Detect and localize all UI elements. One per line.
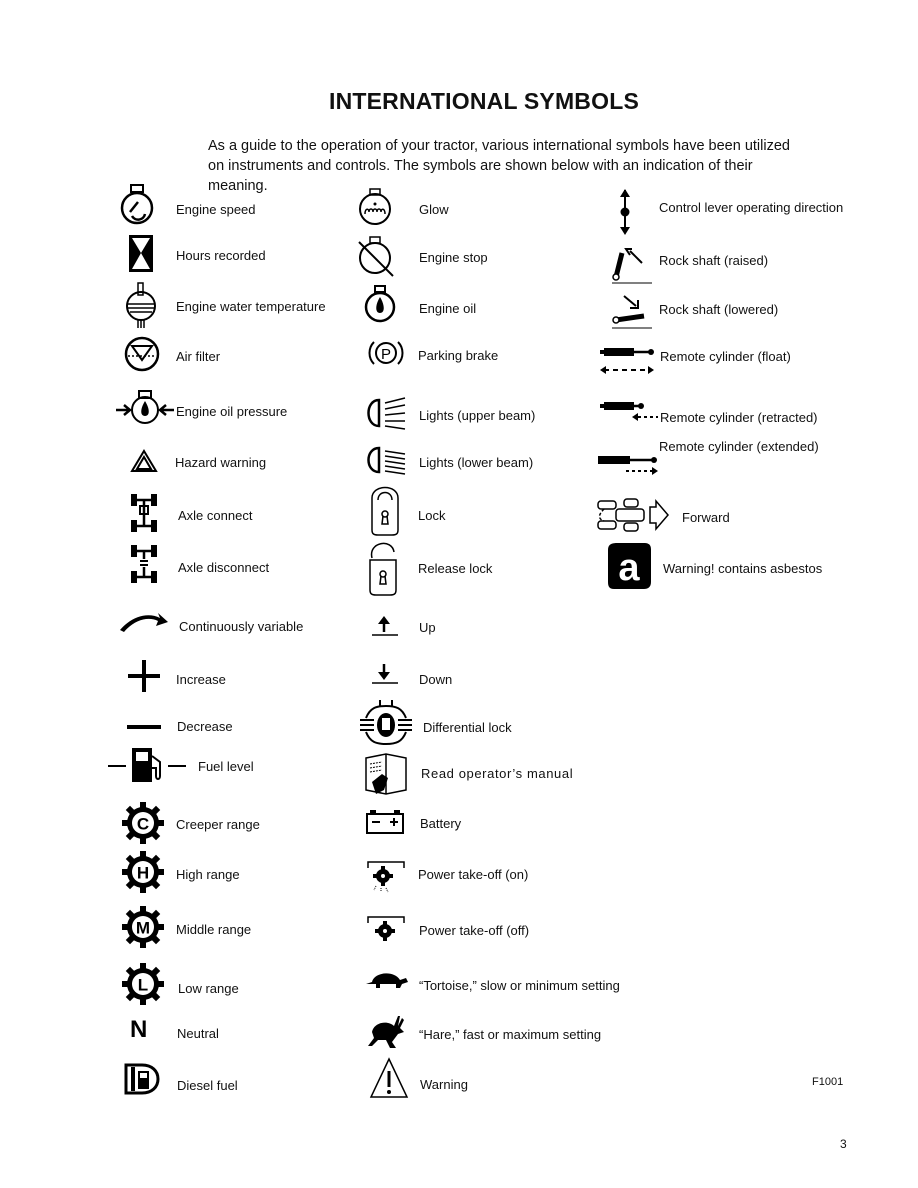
symbol-label: Neutral xyxy=(177,1026,219,1041)
symbol-label: Remote cylinder (extended) xyxy=(659,439,819,454)
up-arrow-icon xyxy=(370,614,400,643)
symbol-label: Power take-off (on) xyxy=(418,867,529,882)
differential-lock-icon xyxy=(360,700,412,755)
oil-pressure-icon xyxy=(114,388,176,433)
symbol-label: Battery xyxy=(420,816,462,831)
symbol-label: Release lock xyxy=(418,561,493,576)
symbol-label: Remote cylinder (retracted) xyxy=(660,410,818,425)
symbol-label: Lights (upper beam) xyxy=(419,408,536,423)
high-range-icon xyxy=(121,850,165,899)
release-lock-icon xyxy=(366,538,400,601)
page-title: INTERNATIONAL SYMBOLS xyxy=(328,88,640,114)
symbol-label: Diesel fuel xyxy=(177,1078,238,1093)
hourglass-icon xyxy=(128,234,156,279)
asbestos-warning-icon xyxy=(606,542,652,595)
symbol-label: Warning xyxy=(420,1077,468,1092)
forward-icon xyxy=(596,497,670,540)
air-filter-icon xyxy=(124,336,162,379)
neutral-icon xyxy=(130,1016,154,1045)
continuously-variable-icon xyxy=(118,610,170,639)
pto-off-icon xyxy=(366,913,406,948)
rock-shaft-raised-icon xyxy=(608,245,652,290)
plus-icon xyxy=(126,658,162,699)
remote-cylinder-extended-icon xyxy=(596,448,660,481)
symbol-label: Creeper range xyxy=(176,817,260,832)
symbol-label: Decrease xyxy=(177,719,233,734)
symbol-label: Glow xyxy=(419,202,449,217)
symbol-label: Down xyxy=(419,672,453,687)
symbol-label: “Tortoise,” slow or minimum setting xyxy=(419,978,620,993)
symbol-label: Power take-off (off) xyxy=(419,923,530,938)
remote-cylinder-float-icon xyxy=(598,344,656,383)
battery-icon xyxy=(366,809,406,840)
warning-icon xyxy=(369,1057,409,1106)
svg-text:C: C xyxy=(136,814,150,834)
symbol-label: Axle connect xyxy=(178,508,253,523)
symbol-label: Rock shaft (lowered) xyxy=(659,302,779,317)
symbol-label: Engine speed xyxy=(176,202,256,217)
minus-icon xyxy=(125,720,163,738)
remote-cylinder-retracted-icon xyxy=(598,398,660,429)
control-lever-icon xyxy=(614,187,636,242)
symbol-label: Rock shaft (raised) xyxy=(659,253,769,268)
manual-icon xyxy=(364,752,410,801)
parking-brake-icon xyxy=(368,340,404,371)
down-arrow-icon xyxy=(370,662,400,691)
symbol-label: Fuel level xyxy=(198,759,254,774)
svg-text:N: N xyxy=(130,1016,148,1043)
symbol-label: Low range xyxy=(178,981,239,996)
symbol-label: Lights (lower beam) xyxy=(419,455,534,470)
hazard-warning-icon xyxy=(131,450,157,477)
water-temperature-icon xyxy=(125,282,159,335)
symbol-label: Read operator’s manual xyxy=(421,766,574,781)
symbol-label: Remote cylinder (float) xyxy=(660,349,791,364)
symbol-label: Air filter xyxy=(176,349,221,364)
symbol-label: Control lever operating direction xyxy=(659,200,844,215)
figure-code: F1001 xyxy=(812,1076,844,1088)
engine-stop-icon xyxy=(355,236,397,283)
intro-paragraph: As a guide to the operation of your tractor, various international symbols have been utilized on instruments and controls. The symbols are shown below with an indication of their meaning. xyxy=(208,138,790,194)
glow-plug-icon xyxy=(356,188,396,233)
svg-text:L: L xyxy=(137,975,149,995)
symbol-label: “Hare,” fast or maximum setting xyxy=(419,1027,602,1042)
symbol-label: Continuously variable xyxy=(179,619,304,634)
symbol-label: Parking brake xyxy=(418,348,499,363)
svg-text:a: a xyxy=(618,547,640,589)
symbol-label: Engine oil xyxy=(419,301,477,316)
symbol-label: Differential lock xyxy=(423,720,512,735)
symbol-label: Middle range xyxy=(176,922,252,937)
symbol-label: Up xyxy=(419,620,436,635)
axle-disconnect-icon xyxy=(130,543,160,590)
svg-text:H: H xyxy=(136,863,150,883)
lower-beam-icon xyxy=(365,446,409,481)
symbol-label: Forward xyxy=(682,510,730,525)
svg-text:M: M xyxy=(135,918,151,938)
fuel-level-icon xyxy=(106,744,190,791)
symbol-label: Engine oil pressure xyxy=(176,404,288,419)
pto-on-icon xyxy=(366,858,406,897)
symbol-label: Warning! contains asbestos xyxy=(663,561,823,576)
symbol-label: High range xyxy=(176,867,240,882)
diesel-fuel-icon xyxy=(124,1063,160,1100)
symbol-label: Engine water temperature xyxy=(176,299,326,314)
hare-icon xyxy=(366,1012,408,1055)
creeper-range-icon xyxy=(121,801,165,850)
svg-text:P: P xyxy=(380,346,392,363)
upper-beam-icon xyxy=(365,397,409,436)
engine-oil-icon xyxy=(363,285,399,330)
tortoise-icon xyxy=(364,970,410,997)
middle-range-icon xyxy=(121,905,165,954)
symbol-label: Hazard warning xyxy=(175,455,267,470)
page-number: 3 xyxy=(840,1137,847,1151)
lock-icon xyxy=(370,484,400,541)
symbol-label: Engine stop xyxy=(419,250,488,265)
low-range-icon xyxy=(121,962,165,1011)
symbol-label: Lock xyxy=(418,508,446,523)
rock-shaft-lowered-icon xyxy=(608,294,652,335)
engine-speed-icon xyxy=(118,184,158,233)
symbol-label: Increase xyxy=(176,672,226,687)
axle-connect-icon xyxy=(130,492,160,539)
symbol-label: Axle disconnect xyxy=(178,560,270,575)
symbol-label: Hours recorded xyxy=(176,248,266,263)
